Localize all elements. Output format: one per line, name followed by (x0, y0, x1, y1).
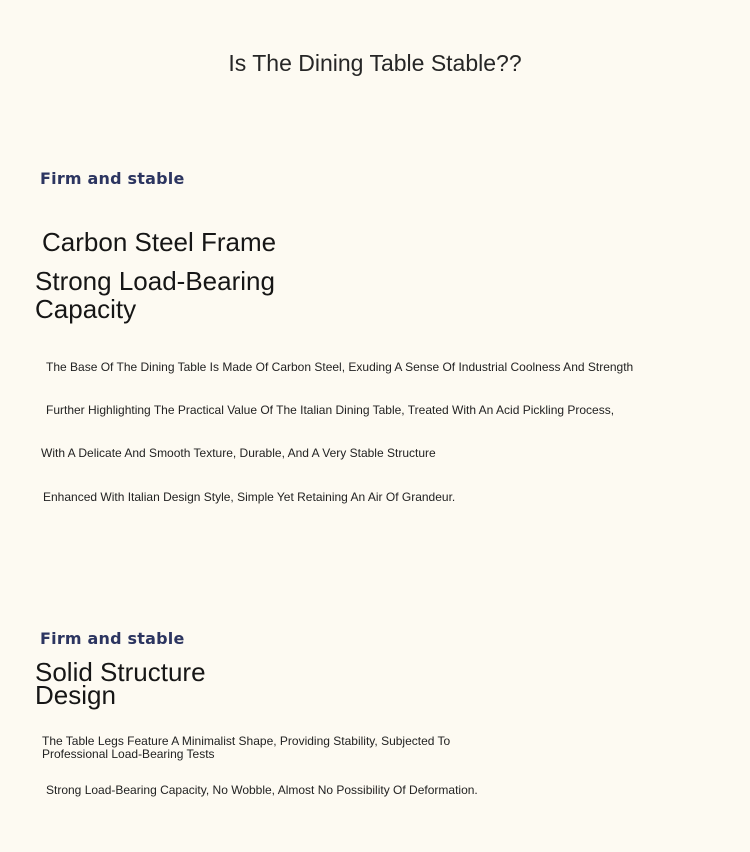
description-line: Strong Load-Bearing Capacity, No Wobble, Almost No Possibility Of Deformation. (46, 783, 478, 797)
description-line: The Table Legs Feature A Minimalist Shape, Providing Stability, Subjected To (42, 734, 451, 748)
page-title: Is The Dining Table Stable?? (228, 50, 522, 76)
section-tag: Firm and stable (40, 169, 185, 188)
description-line: Professional Load-Bearing Tests (42, 747, 215, 761)
section-tag: Firm and stable (40, 629, 185, 648)
heading-solid-structure-line-2: Design (35, 680, 116, 710)
description-line: Enhanced With Italian Design Style, Simple Yet Retaining An Air Of Grandeur. (43, 490, 456, 504)
heading-carbon-steel-frame: Carbon Steel Frame (42, 227, 277, 257)
description-line: The Base Of The Dining Table Is Made Of Carbon Steel, Exuding A Sense Of Industrial Coolness And Strength (46, 360, 634, 374)
description-line: With A Delicate And Smooth Texture, Durable, And A Very Stable Structure (41, 446, 436, 460)
heading-load-bearing-line-2: Capacity (35, 294, 137, 324)
heading-solid-structure-line-1: Solid Structure (35, 657, 206, 687)
description-line: Further Highlighting The Practical Value Of The Italian Dining Table, Treated With An Acid Pickling Process, (46, 403, 615, 417)
heading-load-bearing-line-1: Strong Load-Bearing (35, 266, 275, 296)
